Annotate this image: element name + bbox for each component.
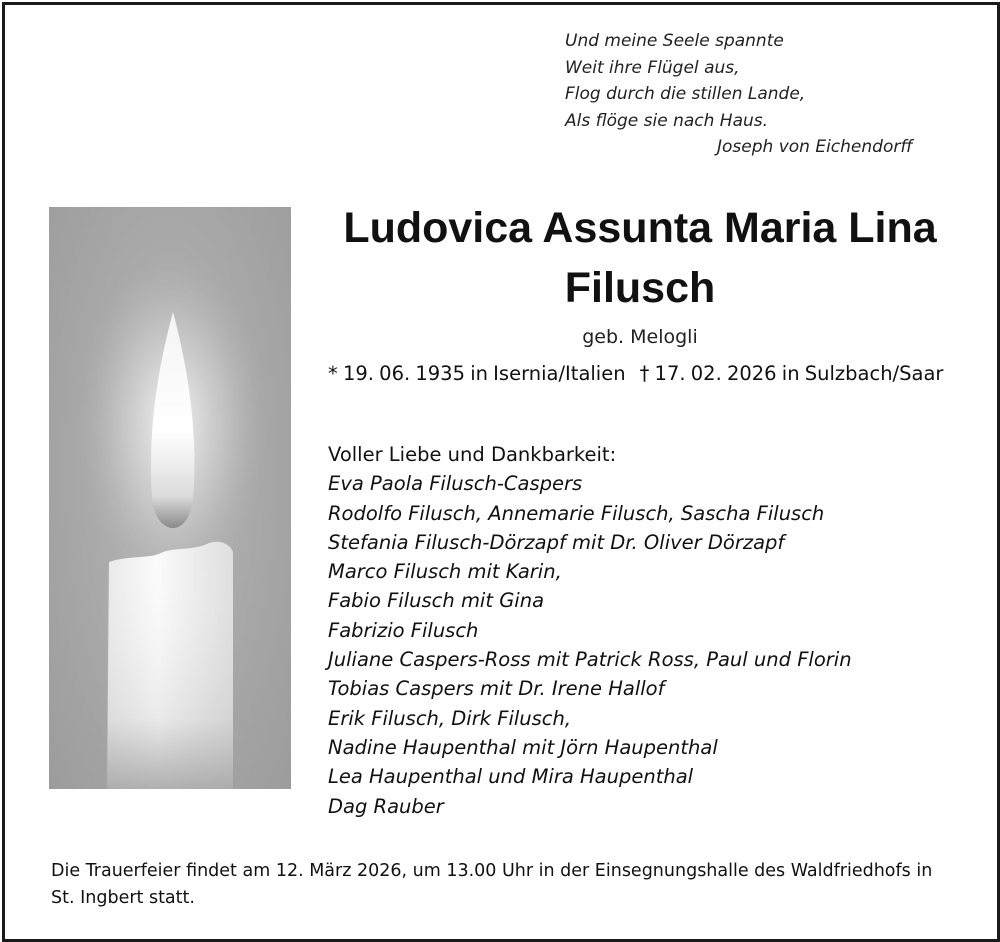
birth-date: * 19. 06. 1935 in Isernia/Italien [328, 362, 626, 385]
mourner-entry: Fabio Filusch mit Gina [328, 589, 545, 613]
mourner-entry: Nadine Haupenthal mit Jörn Haupenthal [328, 735, 718, 759]
poem-line: Weit ihre Flügel aus, [565, 57, 740, 78]
funeral-notice: Die Trauerfeier findet am 12. März 2026, um 13.00 Uhr in der Einsegnungshalle des Waldfriedhofs in St. Ingbert statt. [51, 861, 933, 908]
mourner-entry: Dag Rauber [328, 794, 444, 818]
mourner-entry: Erik Filusch, Dirk Filusch, [328, 706, 572, 730]
mourner-entry: Stefania Filusch-Dörzapf mit Dr. Oliver Dörzapf [328, 530, 785, 554]
life-dates [328, 362, 943, 385]
deceased-surname: Filusch [564, 264, 716, 312]
poem-line: Als flöge sie nach Haus. [565, 110, 769, 131]
mourner-entry: Juliane Caspers-Ross mit Patrick Ross, Paul und Florin [328, 648, 852, 672]
maiden-name: geb. Melogli [582, 326, 698, 348]
candle-icon [49, 207, 291, 789]
candle-photo [49, 207, 291, 789]
mourner-entry: Tobias Caspers mit Dr. Irene Hallof [328, 677, 665, 701]
poem-line: Und meine Seele spannte [565, 31, 784, 51]
poem-author: Joseph von Eichendorff [717, 137, 913, 157]
mourners-intro: Voller Liebe und Dankbarkeit: [328, 443, 617, 466]
mourners-list [328, 440, 852, 821]
poem-block [565, 28, 913, 157]
mourner-entry: Rodolfo Filusch, Annemarie Filusch, Sascha Filusch [328, 501, 825, 525]
mourner-entry: Marco Filusch mit Karin, [328, 560, 562, 584]
mourner-entry: Fabrizio Filusch [328, 618, 479, 642]
poem-line: Flog durch die stillen Lande, [565, 84, 806, 104]
death-date: † 17. 02. 2026 in Sulzbach/Saar [639, 362, 944, 385]
mourner-entry: Eva Paola Filusch-Caspers [328, 472, 583, 496]
mourner-entry: Lea Haupenthal und Mira Haupenthal [328, 765, 694, 789]
deceased-name: Ludovica Assunta Maria Lina [343, 204, 937, 252]
